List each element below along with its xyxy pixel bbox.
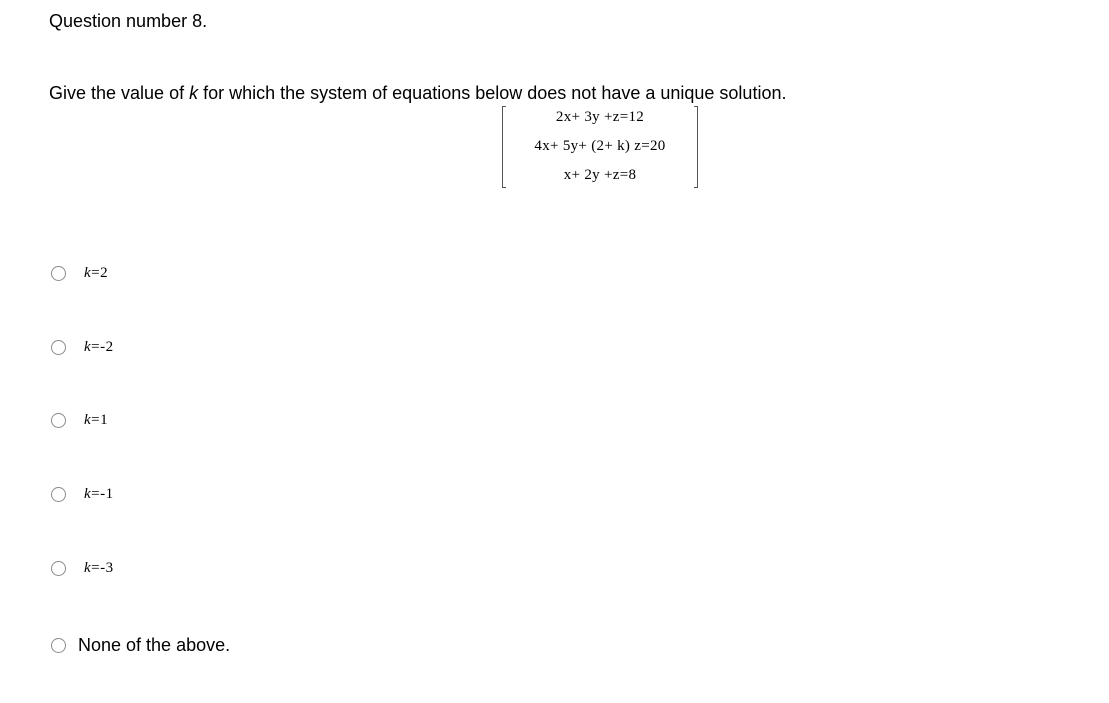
option-label: k=-2 — [84, 338, 114, 355]
option-k-equals-minus-2[interactable] — [51, 336, 114, 358]
option-label: k=-3 — [84, 559, 114, 576]
question-prompt — [49, 82, 786, 104]
equation-system — [502, 106, 698, 188]
equation-3: x+ 2y +z=8 — [563, 167, 637, 183]
radio-button[interactable] — [51, 487, 66, 502]
radio-button[interactable] — [51, 561, 66, 576]
equation-1: 2x+ 3y +z=12 — [555, 109, 645, 125]
prompt-text-after: for which the system of equations below does not have a unique solution. — [198, 83, 787, 103]
option-label: k=2 — [84, 264, 109, 281]
prompt-variable-k: k — [189, 83, 199, 103]
radio-button[interactable] — [51, 266, 66, 281]
option-k-equals-1[interactable] — [51, 409, 108, 431]
option-label: k=-1 — [84, 485, 114, 502]
option-none-of-the-above[interactable] — [51, 634, 230, 656]
option-label: k=1 — [84, 411, 109, 428]
question-number: Question number 8. — [49, 11, 208, 31]
radio-button[interactable] — [51, 340, 66, 355]
option-k-equals-minus-3[interactable] — [51, 557, 114, 579]
option-k-equals-2[interactable] — [51, 262, 108, 284]
prompt-text-before: Give the value of — [49, 83, 190, 103]
option-k-equals-minus-1[interactable] — [51, 483, 114, 505]
equation-2: 4x+ 5y+ (2+ k) z=20 — [534, 138, 666, 154]
radio-button[interactable] — [51, 638, 66, 653]
radio-button[interactable] — [51, 413, 66, 428]
option-label: None of the above. — [78, 634, 231, 655]
right-bracket — [694, 106, 698, 188]
